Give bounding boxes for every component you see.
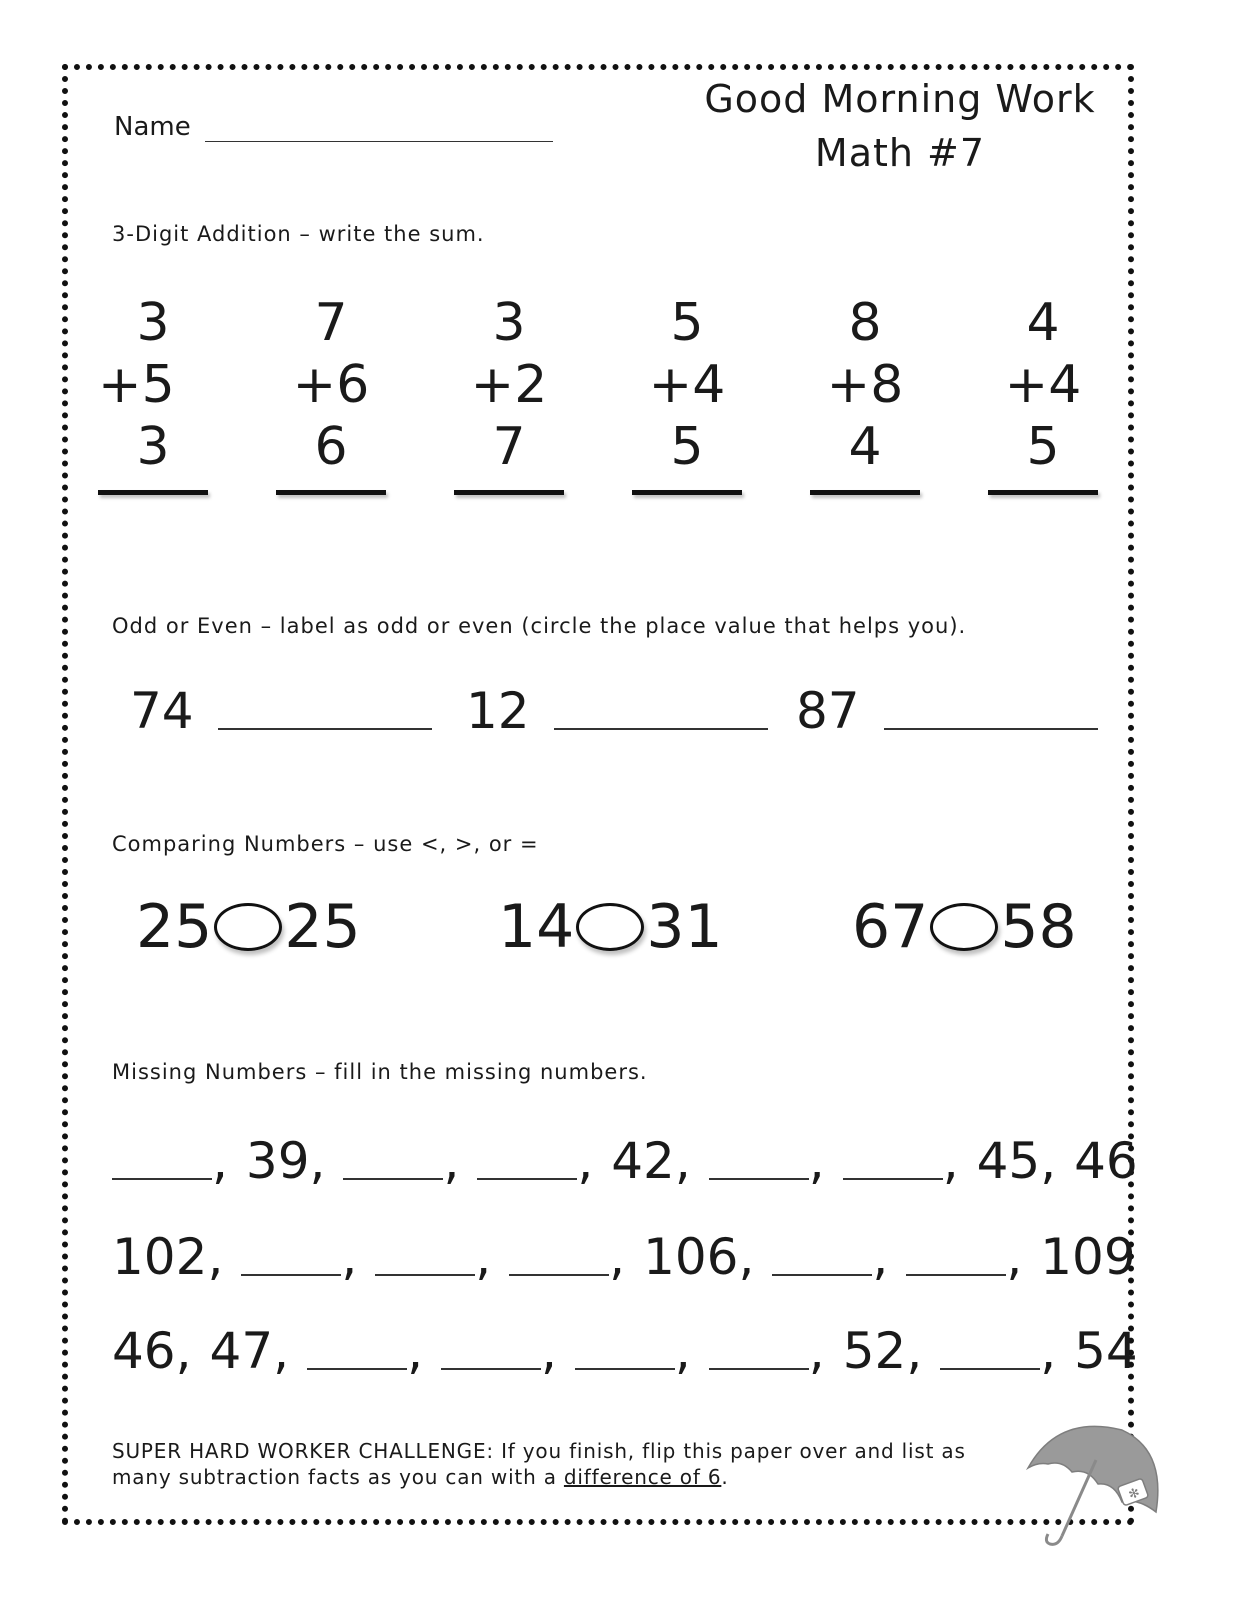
sequence-number: 42 <box>611 1132 675 1190</box>
missing-number-blank[interactable] <box>509 1274 609 1276</box>
missing-instruction: Missing Numbers – fill in the missing numbers. <box>112 1060 648 1084</box>
addition-problem-5 <box>810 292 920 495</box>
addend-top: 3 <box>136 293 170 353</box>
missing-number-blank[interactable] <box>709 1178 809 1180</box>
addend-bottom: 7 <box>492 417 526 477</box>
missing-row-2 <box>112 1228 1136 1286</box>
sequence-comma: , <box>808 1322 825 1380</box>
sequence-comma: , <box>540 1322 557 1380</box>
sequence-comma: , <box>175 1322 192 1380</box>
addition-problem-3 <box>454 292 564 495</box>
sequence-number: 52 <box>842 1322 907 1380</box>
sum-line[interactable] <box>632 490 742 495</box>
odd-even-answer-line[interactable] <box>884 728 1098 730</box>
compare-circle[interactable] <box>576 903 644 951</box>
addend-bottom: 6 <box>314 417 348 477</box>
addition-problem-6 <box>988 292 1098 495</box>
compare-circle[interactable] <box>930 903 998 951</box>
sequence-number: 47 <box>209 1322 274 1380</box>
svg-text:✻: ✻ <box>1126 1485 1142 1504</box>
challenge-underlined: difference of 6 <box>563 1465 722 1489</box>
addend-top: 5 <box>670 293 704 353</box>
missing-number-blank[interactable] <box>575 1368 675 1370</box>
sum-line[interactable] <box>276 490 386 495</box>
compare-right: 58 <box>1000 892 1077 962</box>
sum-line[interactable] <box>810 490 920 495</box>
sequence-number: 39 <box>245 1132 310 1190</box>
comparing-instruction: Comparing Numbers – use <, >, or = <box>112 832 539 856</box>
missing-number-blank[interactable] <box>940 1368 1040 1370</box>
odd-even-answer-line[interactable] <box>218 728 432 730</box>
challenge-text-before: SUPER HARD WORKER CHALLENGE: If you finish, flip this paper over and list as many subtraction facts as you can with a <box>112 1439 966 1489</box>
addition-problem-4 <box>632 292 742 495</box>
addend-middle: +6 <box>292 355 370 415</box>
compare-right: 25 <box>284 892 361 962</box>
sequence-comma: , <box>942 1132 959 1190</box>
sequence-number: 106 <box>643 1228 739 1286</box>
worksheet-title <box>700 72 1100 180</box>
addition-instruction: 3-Digit Addition – write the sum. <box>112 222 485 246</box>
addend-top: 4 <box>1026 293 1060 353</box>
compare-pair-2 <box>498 892 723 962</box>
addition-problem-2 <box>276 292 386 495</box>
sequence-comma: , <box>738 1228 755 1286</box>
compare-right: 31 <box>646 892 723 962</box>
compare-circle[interactable] <box>214 903 282 951</box>
missing-number-blank[interactable] <box>906 1274 1006 1276</box>
sum-line[interactable] <box>454 490 564 495</box>
missing-number-blank[interactable] <box>307 1368 407 1370</box>
sequence-comma: , <box>808 1132 825 1190</box>
odd-even-number: 74 <box>130 682 194 740</box>
sequence-number: 46 <box>1074 1132 1138 1190</box>
missing-row-3 <box>112 1322 1138 1380</box>
odd-even-number: 12 <box>466 682 530 740</box>
sequence-comma: , <box>674 1132 691 1190</box>
name-input-line[interactable] <box>205 115 553 142</box>
name-field <box>114 112 553 142</box>
odd-even-answer-line[interactable] <box>554 728 768 730</box>
addend-top: 3 <box>492 293 526 353</box>
sequence-number: 54 <box>1074 1322 1138 1380</box>
missing-number-blank[interactable] <box>843 1178 943 1180</box>
addition-problem-1 <box>98 292 208 495</box>
missing-number-blank[interactable] <box>709 1368 809 1370</box>
sum-line[interactable] <box>988 490 1098 495</box>
missing-number-blank[interactable] <box>112 1178 212 1180</box>
challenge-text-after: . <box>721 1465 729 1489</box>
missing-number-blank[interactable] <box>772 1274 872 1276</box>
sequence-comma: , <box>207 1228 224 1286</box>
sequence-comma: , <box>212 1132 228 1190</box>
compare-left: 14 <box>498 892 575 962</box>
missing-row-1 <box>112 1132 1138 1190</box>
addend-bottom: 3 <box>136 417 170 477</box>
addend-middle: +4 <box>648 355 726 415</box>
addend-top: 7 <box>314 293 348 353</box>
sequence-number: 102 <box>112 1228 208 1286</box>
sequence-comma: , <box>906 1322 923 1380</box>
compare-left: 67 <box>852 892 929 962</box>
sequence-number: 109 <box>1040 1228 1136 1286</box>
compare-left: 25 <box>136 892 213 962</box>
addend-middle: +8 <box>826 355 904 415</box>
sequence-comma: , <box>609 1228 626 1286</box>
odd-even-item-2 <box>466 682 768 740</box>
umbrella-icon <box>1018 1420 1168 1550</box>
sequence-comma: , <box>1040 1322 1057 1380</box>
odd-even-item-1 <box>130 682 432 740</box>
addend-middle: +4 <box>1004 355 1082 415</box>
addend-top: 8 <box>848 293 882 353</box>
sequence-comma: , <box>674 1322 691 1380</box>
addend-middle: +5 <box>98 355 175 415</box>
sequence-comma: , <box>273 1322 290 1380</box>
sequence-comma: , <box>407 1322 423 1380</box>
missing-number-blank[interactable] <box>343 1178 443 1180</box>
odd-even-item-3 <box>796 682 1098 740</box>
odd-even-number: 87 <box>796 682 860 740</box>
sequence-comma: , <box>1006 1228 1023 1286</box>
sequence-comma: , <box>309 1132 326 1190</box>
sequence-comma: , <box>341 1228 358 1286</box>
addend-bottom: 4 <box>848 417 882 477</box>
sequence-number: 46 <box>112 1322 176 1380</box>
sequence-comma: , <box>872 1228 889 1286</box>
addend-bottom: 5 <box>670 417 704 477</box>
compare-pair-1 <box>136 892 361 962</box>
compare-pair-3 <box>852 892 1077 962</box>
sum-line[interactable] <box>98 490 208 495</box>
challenge-text <box>112 1438 1032 1490</box>
missing-number-blank[interactable] <box>375 1274 475 1276</box>
sequence-comma: , <box>577 1132 594 1190</box>
addend-middle: +2 <box>470 355 548 415</box>
sequence-comma: , <box>443 1132 460 1190</box>
sequence-comma: , <box>1040 1132 1057 1190</box>
sequence-number: 45 <box>976 1132 1041 1190</box>
title-line-1: Good Morning Work <box>704 77 1096 121</box>
title-line-2: Math #7 <box>814 131 986 175</box>
dotted-page-border <box>62 64 1134 1525</box>
sequence-comma: , <box>475 1228 492 1286</box>
missing-number-blank[interactable] <box>477 1178 577 1180</box>
odd-even-instruction: Odd or Even – label as odd or even (circle the place value that helps you). <box>112 614 967 638</box>
missing-number-blank[interactable] <box>241 1274 341 1276</box>
addend-bottom: 5 <box>1026 417 1060 477</box>
missing-number-blank[interactable] <box>441 1368 541 1370</box>
name-label: Name <box>114 112 191 142</box>
